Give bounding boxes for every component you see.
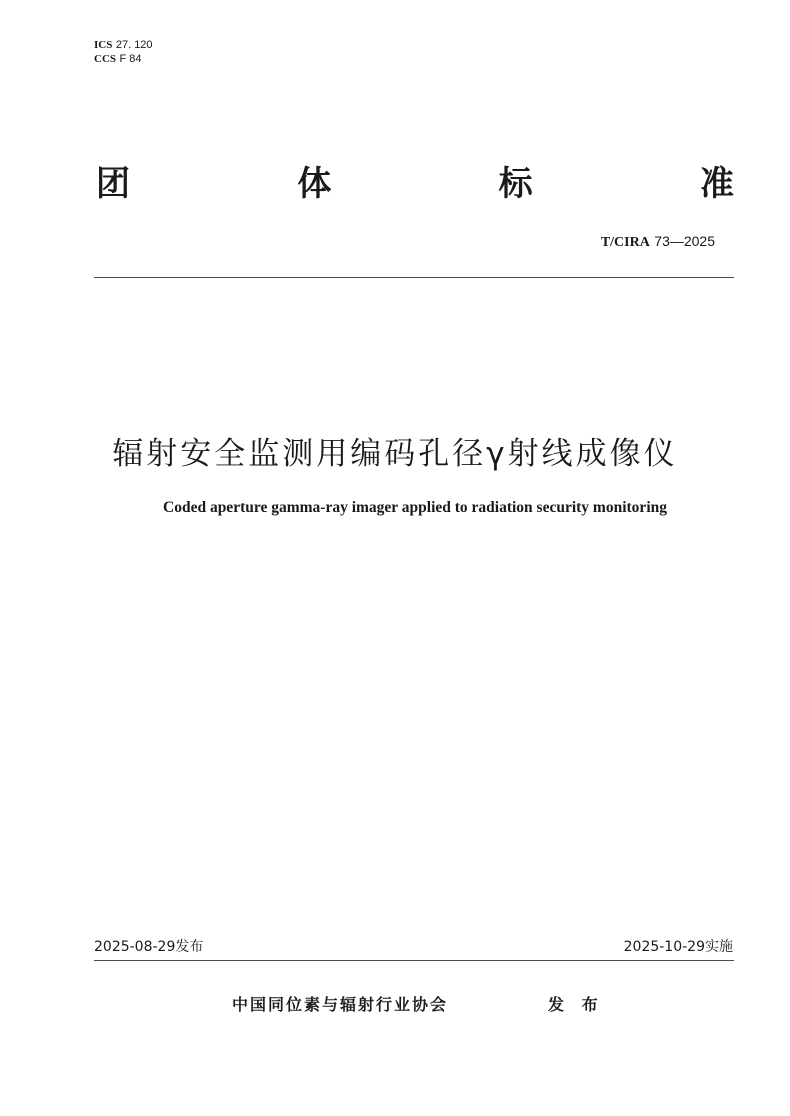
publish-label: 发 布 [548,995,604,1014]
standard-prefix: T/CIRA [600,235,650,250]
heading-char: 体 [297,164,332,204]
ccs-value: F 84 [119,53,142,65]
ics-label: ICS [94,39,113,51]
heading-char: 标 [498,164,533,204]
ics-value: 27. 120 [115,39,153,51]
ccs-label: CCS [94,53,117,65]
issue-date: 2025-08-29发布 [94,939,204,955]
english-title: Coded aperture gamma-ray imager applied to radiation security monitoring [163,499,667,516]
standard-code: 73—2025 [654,233,715,249]
heading-char: 准 [699,164,734,204]
heading-char: 团 [96,164,130,204]
standard-number [601,233,715,251]
chinese-title: 辐射安全监测用编码孔径γ射线成像仪 [112,436,678,472]
ics-line [94,38,153,52]
document-type-heading [96,160,734,208]
classification-codes [94,38,153,66]
implementation-date: 2025-10-29实施 [623,939,733,955]
bottom-divider [94,960,734,961]
publisher-name: 中国同位素与辐射行业协会 [232,995,449,1014]
ccs-line [94,52,153,66]
top-divider [94,277,734,278]
